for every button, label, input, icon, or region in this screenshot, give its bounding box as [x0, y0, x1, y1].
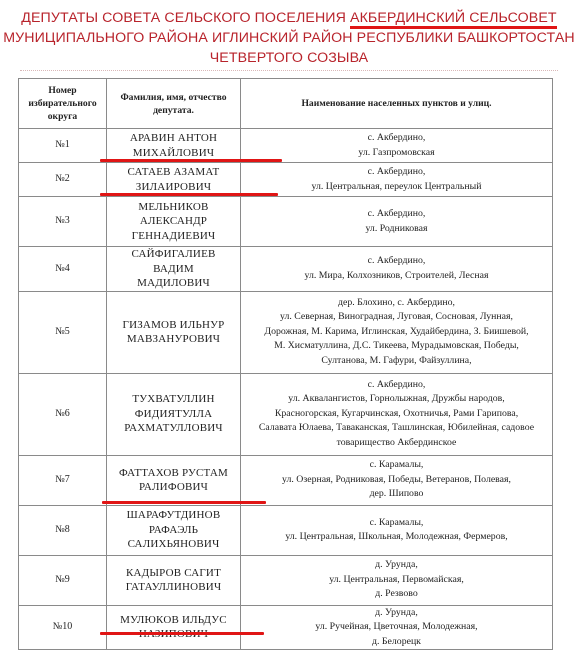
title-line-3: ЧЕТВЕРТОГО СОЗЫВА: [209, 50, 369, 66]
settlement-line: с. Акбердино,: [367, 166, 426, 177]
deputy-name: [107, 129, 241, 163]
title-prefix: ДЕПУТАТЫ СОВЕТА СЕЛЬСКОГО ПОСЕЛЕНИЯ: [21, 10, 350, 26]
deputy-name: [107, 555, 241, 605]
settlements-cell: [241, 247, 553, 292]
settlement-line: д. Урунда,: [375, 559, 418, 571]
title-highlight: АКБЕРДИНСКИЙ СЕЛЬСОВЕТ: [350, 10, 557, 29]
settlement-line: с. Акбердино,: [367, 255, 426, 267]
deputy-name: [107, 373, 241, 455]
title-line-2: МУНИЦИПАЛЬНОГО РАЙОНА ИГЛИНСКИЙ РАЙОН РЕСПУБЛИКИ БАШКОРТОСТАН: [3, 30, 575, 46]
settlement-line: ул. Родниковая: [365, 222, 428, 234]
settlement-line: Султанова, М. Гафури, Файзуллина,: [321, 354, 472, 366]
settlement-line: ул. Озерная, Родниковая, Победы, Ветеранов, Полевая,: [282, 473, 511, 485]
settlement-line: д. Резвово: [375, 588, 418, 600]
district-number: №4: [19, 247, 107, 292]
deputy-name-line: РАФАЭЛЬ: [148, 523, 199, 536]
settlement-line: д. Белорецк: [372, 635, 421, 647]
deputy-name-line: ШАРАФУТДИНОВ: [126, 509, 221, 522]
settlement-line: с. Акбердино,: [367, 132, 426, 143]
settlement-line: Дорожная, М. Карима, Иглинская, Худайбердина, З. Биишевой,: [264, 325, 529, 337]
deputy-name: [107, 455, 241, 505]
table-row: [19, 555, 553, 605]
settlements-cell: [241, 455, 553, 505]
deputy-name-line: ГАТАУЛЛИНОВИЧ: [125, 581, 222, 593]
settlements-cell: [241, 129, 553, 163]
settlements-cell: [241, 197, 553, 247]
table-row: [19, 163, 553, 197]
deputy-name-line: САЛИХЬЯНОВИЧ: [127, 538, 220, 551]
settlements-cell: [241, 373, 553, 455]
deputy-name-line: МАДИЛОВИЧ: [137, 277, 210, 289]
table-row: [19, 605, 553, 650]
settlement-line: Красногорская, Кугарчинская, Охотничья, Рами Гарипова,: [274, 407, 519, 419]
settlements-cell: [241, 605, 553, 650]
deputy-name: [107, 197, 241, 247]
settlement-line: с. Акбердино,: [367, 208, 426, 219]
table-row: [19, 291, 553, 373]
table-row: [19, 197, 553, 247]
district-number: №9: [19, 555, 107, 605]
table-header-row: [19, 79, 553, 129]
deputy-name-line: МИХАЙЛОВИЧ: [132, 146, 215, 159]
deputy-name: [107, 605, 241, 650]
table-row: [19, 129, 553, 163]
settlement-line: ул. Аквалангистов, Горнолыжная, Дружбы народов,: [288, 393, 505, 405]
settlement-line: ул. Центральная, переулок Центральный: [311, 180, 482, 192]
deputy-name-line: АРАВИН АНТОН: [129, 132, 218, 144]
deputy-name-line: АЛЕКСАНДР: [139, 215, 208, 228]
settlement-line: дер. Шипово: [369, 488, 424, 500]
red-underline-mark: [100, 159, 282, 162]
settlement-line: ул. Северная, Виноградная, Луговая, Сосновая, Лунная,: [280, 311, 513, 323]
deputies-table: [18, 78, 553, 650]
district-number: №10: [19, 605, 107, 650]
settlements-cell: [241, 555, 553, 605]
red-underline-mark: [100, 193, 278, 196]
page-title: [0, 8, 578, 68]
settlement-line: ул. Центральная, Школьная, Молодежная, Фермеров,: [285, 531, 508, 542]
district-number: №5: [19, 291, 107, 373]
settlement-line: ул. Центральная, Первомайская,: [329, 573, 464, 585]
deputy-name-line: РАЛИФОВИЧ: [138, 481, 209, 493]
deputy-name-line: ФАТТАХОВ РУСТАМ: [118, 466, 229, 479]
district-number: №2: [19, 163, 107, 197]
table-row: [19, 455, 553, 505]
deputy-name-line: ТУХВАТУЛЛИН: [132, 393, 215, 406]
deputy-name-line: ЗИЛАИРОВИЧ: [135, 180, 212, 193]
settlements-cell: [241, 505, 553, 555]
red-underline-mark: [100, 632, 264, 635]
deputy-name: [107, 163, 241, 197]
deputy-name: [107, 247, 241, 292]
deputy-name-line: САЙФИГАЛИЕВ ВАДИМ: [131, 248, 216, 275]
settlement-line: ул. Ручейная, Цветочная, Молодежная,: [315, 621, 478, 632]
header-settlements: Наименование населенных пунктов и улиц.: [241, 79, 553, 129]
district-number: №8: [19, 505, 107, 555]
deputy-name-line: МУЛЮКОВ ИЛЬДУС: [120, 613, 227, 626]
deputy-name-line: САТАЕВ АЗАМАТ: [127, 166, 220, 178]
deputy-name-line: МЕЛЬНИКОВ: [138, 200, 209, 213]
header-number: Номер избирательного округа: [19, 79, 107, 129]
district-number: №7: [19, 455, 107, 505]
table-row: [19, 505, 553, 555]
table-row: [19, 247, 553, 292]
district-number: №1: [19, 129, 107, 163]
district-number: №6: [19, 373, 107, 455]
settlement-line: дер. Блохино, с. Акбердино,: [338, 296, 455, 308]
title-divider: [20, 70, 558, 71]
settlements-cell: [241, 163, 553, 197]
settlement-line: ул. Газпромовская: [358, 146, 435, 158]
deputy-name: [107, 291, 241, 373]
settlement-line: с. Акбердино,: [367, 378, 426, 390]
red-underline-mark: [102, 501, 266, 504]
deputy-name-line: МАВЗАНУРОВИЧ: [126, 333, 221, 345]
table-row: [19, 373, 553, 455]
settlement-line: товарищество Акбердинское: [336, 436, 457, 448]
settlement-line: ул. Мира, Колхозников, Строителей, Лесная: [304, 269, 489, 281]
settlement-line: с. Карамалы,: [369, 516, 424, 528]
deputy-name-line: КАДЫРОВ САГИТ: [125, 566, 221, 579]
header-name: Фамилия, имя, отчество депутата.: [107, 79, 241, 129]
settlement-line: М. Хисматуллина, Д.С. Тикеева, Мурадымовская, Победы,: [274, 340, 519, 352]
deputy-name-line: ГИЗАМОВ ИЛЬНУР: [122, 318, 225, 331]
deputy-name-line: ФИДИЯТУЛЛА: [134, 407, 213, 420]
district-number: №3: [19, 197, 107, 247]
title-line-1: [0, 8, 578, 28]
settlements-cell: [241, 291, 553, 373]
deputy-name-line: РАХМАТУЛЛОВИЧ: [124, 422, 223, 435]
deputy-name-line: ГЕННАДИЕВИЧ: [131, 229, 216, 242]
deputy-name: [107, 505, 241, 555]
settlement-line: д. Урунда,: [375, 606, 418, 618]
settlement-line: Салавата Юлаева, Таваканская, Ташлинская, Юбилейная, садовое: [258, 422, 535, 434]
settlement-line: с. Карамалы,: [369, 459, 424, 471]
